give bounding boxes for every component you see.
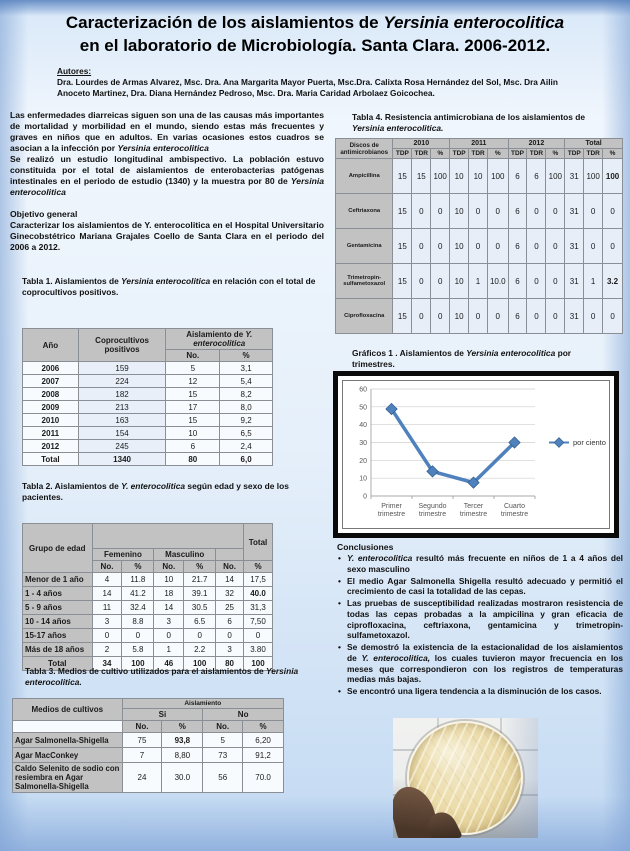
trimester-line-chart — [343, 381, 607, 526]
table-cell: 15 — [393, 159, 412, 194]
table-header-row — [336, 139, 623, 149]
table-row — [23, 362, 273, 375]
table-cell: 2,4 — [220, 440, 273, 453]
table-cell: 0 — [487, 229, 508, 264]
table-cell: 31,3 — [244, 601, 273, 615]
table-cell: 100 — [603, 159, 623, 194]
table-cell: 6.5 — [184, 615, 216, 629]
table-cell: 0 — [527, 299, 546, 334]
table-cell: 224 — [78, 375, 166, 388]
table-cell: 5 — [166, 362, 220, 375]
conclusion-item: • Se encontró una ligera tendencia a la disminución de los casos. — [337, 686, 623, 697]
chart-frame-mat — [338, 376, 614, 533]
table-cell: 154 — [78, 427, 166, 440]
table-row — [23, 401, 273, 414]
authors-block — [57, 66, 577, 98]
table-cell: 15 — [412, 159, 431, 194]
svg-text:Cuarto: Cuarto — [503, 503, 526, 510]
table-cell: 10 — [450, 194, 469, 229]
col-pct: % — [244, 561, 273, 573]
table-cell: 100 — [584, 159, 603, 194]
table-row — [23, 629, 273, 643]
table-cell: 1 — [154, 643, 184, 657]
table-cell: 25 — [216, 601, 244, 615]
table-cell: 1 - 4 años — [23, 587, 93, 601]
col-tdp: TDP — [393, 149, 412, 159]
col-no: No. — [166, 350, 220, 362]
petri-dish-photo — [393, 718, 538, 838]
table-cell: 0 — [584, 194, 603, 229]
svg-text:trimestre: trimestre — [418, 511, 447, 518]
table-cell: 6 — [508, 299, 527, 334]
table-row — [23, 414, 273, 427]
table-cell: 6 — [216, 615, 244, 629]
col-pct: % — [162, 721, 203, 733]
table-cell: 0 — [122, 629, 154, 643]
table-cell: 100 — [431, 159, 450, 194]
table-cell: 10 — [450, 159, 469, 194]
col-pct: % — [487, 149, 508, 159]
col-year-2011: 2011 — [450, 139, 508, 149]
table-subheader-row — [13, 721, 284, 733]
table-cell: 30.0 — [162, 763, 203, 793]
col-no: No. — [216, 561, 244, 573]
table4-antimicrobial-resistance — [335, 138, 623, 334]
table-cell: 6 — [508, 159, 527, 194]
table-cell: 0 — [412, 229, 431, 264]
table-row — [336, 159, 623, 194]
table-cell: 15-17 años — [23, 629, 93, 643]
table-cell: 100 — [122, 657, 154, 671]
table-cell: 30.5 — [184, 601, 216, 615]
svg-text:30: 30 — [359, 440, 367, 447]
table-cell: Total — [23, 657, 93, 671]
chart-caption: Gráficos 1 . Aislamientos de Yersinia enterocolitica por trimestres. — [352, 348, 572, 369]
title-line1: Caracterización de los aislamientos de Yersinia enterocolitica — [65, 13, 565, 32]
table-cell: 8.8 — [122, 615, 154, 629]
table-cell: 0 — [431, 194, 450, 229]
table-cell: 159 — [78, 362, 166, 375]
table-cell: 17 — [166, 401, 220, 414]
svg-text:trimestre: trimestre — [500, 511, 529, 518]
table-cell: 14 — [154, 601, 184, 615]
table-cell: 34 — [92, 657, 122, 671]
table-cell: Ceftriaxona — [336, 194, 393, 229]
table4-caption: Tabla 4. Resistencia antimicrobiana de los aislamientos de Yersinia enterocolitica. — [352, 112, 586, 133]
table-cell: 2011 — [23, 427, 79, 440]
table-cell: 3 — [92, 615, 122, 629]
table-cell: 0 — [487, 299, 508, 334]
col-no: No. — [92, 561, 122, 573]
table-header-row — [23, 329, 273, 350]
table-cell: 2.2 — [184, 643, 216, 657]
table-cell: 24 — [122, 763, 162, 793]
table-cell: 2006 — [23, 362, 79, 375]
table-cell: Gentamicina — [336, 229, 393, 264]
table-cell: Ciprofloxacina — [336, 299, 393, 334]
table-cell: 0 — [431, 264, 450, 299]
table-cell: 163 — [78, 414, 166, 427]
table-row — [23, 375, 273, 388]
svg-text:40: 40 — [359, 422, 367, 430]
table-cell: 213 — [78, 401, 166, 414]
table-cell: 10.0 — [487, 264, 508, 299]
table-cell: 15 — [393, 229, 412, 264]
table-cell: 0 — [584, 229, 603, 264]
table-cell: 9,2 — [220, 414, 273, 427]
col-total: Total — [565, 139, 623, 149]
table-cell: 10 - 14 años — [23, 615, 93, 629]
table-cell: 73 — [203, 748, 243, 763]
table-cell: 21.7 — [184, 573, 216, 587]
conclusion-item: • Se demostró la existencia de la estacionalidad de los aislamientos de Y. enterocolitica, los cuales tuvieron mayor frecuencia en los meses que correspondieron con los registros de temperaturas medias más bajas. — [337, 642, 623, 685]
conclusions-block — [337, 542, 623, 698]
authors-text: Dra. Lourdes de Armas Alvarez, Msc. Dra. Ana Margarita Mayor Puerta, Msc.Dra. Calixta Rosa Hernández del Sol, Msc. Dra Ailin Anoceto Martinez, Dra. Diana Hernández Pedroso, Msc. Dra. Maria Caridad Arbolaez Goicochea. — [57, 76, 558, 98]
intro-block — [10, 110, 324, 253]
table-cell: Ampicillina — [336, 159, 393, 194]
table-cell: 0 — [154, 629, 184, 643]
table-cell: 6 — [508, 194, 527, 229]
col-pct: % — [603, 149, 623, 159]
col-media: Medios de cultivos — [13, 699, 123, 721]
table-cell: 100 — [244, 657, 273, 671]
table-row — [23, 587, 273, 601]
col-year-2012: 2012 — [508, 139, 565, 149]
table-row — [23, 440, 273, 453]
table-cell: Menor de 1 año — [23, 573, 93, 587]
table-cell: 75 — [122, 733, 162, 748]
intro-paragraph-2: Se realizó un estudio longitudinal ambispectivo. La población estuvo constituida por el total de aislamientos de enterobacterias patógenas intestinales en el periodo de estudio (1340) y la muestra por 80 de Yersinia enterocolitica — [10, 154, 324, 197]
table-cell: 0 — [546, 264, 565, 299]
table-cell: 15 — [166, 388, 220, 401]
table-cell: 18 — [154, 587, 184, 601]
table-cell: 6 — [166, 440, 220, 453]
intro-paragraph-1: Las enfermedades diarreicas siguen son una de las causas más importantes de mortalidad y morbilidad en el mundo, siendo estas más frecuentes y graves en niños que en adultos. En varias ocasiones estos cuadros se asocian a la infección por Yersinia enterocolitica — [10, 110, 324, 153]
table-row — [23, 601, 273, 615]
title-line2: en el laboratorio de Microbiología. Santa Clara. 2006-2012. — [79, 35, 551, 55]
table-cell: 3.2 — [603, 264, 623, 299]
chart-plot-container — [342, 380, 610, 529]
conclusion-item: • El medio Agar Salmonella Shigella resultó adecuado y permitió el crecimiento de casi la totalidad de las cepas. — [337, 576, 623, 598]
svg-text:60: 60 — [359, 386, 367, 394]
table-cell: 0 — [603, 299, 623, 334]
table-cell: 14 — [92, 587, 122, 601]
objective-text: Caracterizar los aislamientos de Y. enterocolitica en el Hospital Universitario Ginecobstétrico Mariana Grajales Coello de Santa Clara en el periodo del 2006 a 2012. — [10, 220, 324, 252]
objective-heading: Objetivo general — [10, 209, 78, 219]
table-cell: 1 — [584, 264, 603, 299]
table-row — [23, 427, 273, 440]
col-discos: Discos de antimicrobianos — [336, 139, 393, 159]
svg-text:por ciento: por ciento — [573, 438, 606, 447]
table-cell: 7,50 — [244, 615, 273, 629]
table-cell: 2008 — [23, 388, 79, 401]
header-spacer — [13, 721, 123, 733]
table-cell: 8,0 — [220, 401, 273, 414]
table-cell: 10 — [154, 573, 184, 587]
table-cell: 11.8 — [122, 573, 154, 587]
table-row — [23, 388, 273, 401]
header-spacer — [92, 524, 243, 549]
table-cell: 0 — [603, 229, 623, 264]
table-cell: 8,80 — [162, 748, 203, 763]
table-cell: 46 — [154, 657, 184, 671]
table-cell: 3,1 — [220, 362, 273, 375]
table-row — [336, 264, 623, 299]
table-cell: 31 — [565, 159, 584, 194]
table-cell: 14 — [216, 573, 244, 587]
col-pct: % — [122, 561, 154, 573]
table-cell: 5 - 9 años — [23, 601, 93, 615]
col-si: Si — [122, 709, 203, 721]
svg-text:trimestre: trimestre — [459, 511, 488, 518]
table-cell: 32 — [216, 587, 244, 601]
table-cell: 31 — [565, 229, 584, 264]
col-pct: % — [184, 561, 216, 573]
table-cell: 31 — [565, 299, 584, 334]
table-row — [13, 733, 284, 748]
table-cell: 0 — [469, 194, 488, 229]
table-cell: 91,2 — [243, 748, 284, 763]
table-cell: 0 — [216, 629, 244, 643]
svg-text:50: 50 — [359, 404, 367, 412]
conclusions-list — [337, 553, 623, 697]
table-cell: 31 — [565, 194, 584, 229]
table-cell: 2 — [92, 643, 122, 657]
table-cell: 10 — [450, 229, 469, 264]
table-cell: 0 — [546, 194, 565, 229]
col-year-2010: 2010 — [393, 139, 450, 149]
table-cell: 0 — [603, 194, 623, 229]
table-cell: 1 — [469, 264, 488, 299]
col-femenino: Femenino — [92, 549, 154, 561]
table-cell: 10 — [450, 299, 469, 334]
table-cell: 10 — [469, 159, 488, 194]
col-no: No. — [122, 721, 162, 733]
table-cell: 80 — [166, 453, 220, 466]
table-cell: 15 — [393, 299, 412, 334]
table-row — [336, 229, 623, 264]
svg-text:10: 10 — [359, 475, 367, 483]
table-cell: Total — [23, 453, 79, 466]
table-cell: 0 — [412, 264, 431, 299]
table3-caption: Tabla 3. Medios de cultivo utilizados para el aislamientos de Yersinia enterocolitica. — [25, 666, 299, 687]
table-cell: 41.2 — [122, 587, 154, 601]
col-tdp: TDP — [508, 149, 527, 159]
table1-caption: Tabla 1. Aislamientos de Yersinia enterocolitica en relación con el total de coprocultivos positivos. — [22, 276, 316, 297]
table-cell: Trimetropin-sulfametoxazol — [336, 264, 393, 299]
col-aislamiento-group: Aislamiento — [122, 699, 283, 709]
table-cell: 2012 — [23, 440, 79, 453]
table-cell: 2010 — [23, 414, 79, 427]
dish-highlight — [418, 730, 480, 774]
poster-title — [20, 12, 610, 58]
table3-culture-media — [12, 698, 284, 793]
table-header-row — [13, 699, 284, 709]
table-cell: 0 — [412, 299, 431, 334]
table-cell: 39.1 — [184, 587, 216, 601]
table-cell: 5.8 — [122, 643, 154, 657]
table-cell: 0 — [546, 229, 565, 264]
table-cell: 3 — [216, 643, 244, 657]
table1-isolates-by-year — [22, 328, 273, 466]
table-cell: 0 — [431, 299, 450, 334]
table-cell: 70.0 — [243, 763, 284, 793]
table-cell: 245 — [78, 440, 166, 453]
header-spacer — [216, 549, 244, 561]
col-tdr: TDR — [527, 149, 546, 159]
table-cell: 182 — [78, 388, 166, 401]
col-masculino: Masculino — [154, 549, 216, 561]
table-cell: 100 — [184, 657, 216, 671]
table-cell: 100 — [546, 159, 565, 194]
col-coprocultivos: Coprocultivos positivos — [78, 329, 166, 362]
table-row — [23, 643, 273, 657]
table-cell: 0 — [584, 299, 603, 334]
table-cell: 0 — [527, 194, 546, 229]
table-cell: 12 — [166, 375, 220, 388]
table-cell: 3.80 — [244, 643, 273, 657]
table-cell: 5 — [203, 733, 243, 748]
table-cell: 6 — [527, 159, 546, 194]
table-cell: 17,5 — [244, 573, 273, 587]
table-cell: 11 — [92, 601, 122, 615]
table-cell: 8,2 — [220, 388, 273, 401]
col-pct: % — [220, 350, 273, 362]
table-cell: Más de 18 años — [23, 643, 93, 657]
table-cell: 7 — [122, 748, 162, 763]
table-cell: 5,4 — [220, 375, 273, 388]
table-cell: 32.4 — [122, 601, 154, 615]
table-cell: 2007 — [23, 375, 79, 388]
svg-text:Tercer: Tercer — [463, 503, 484, 510]
svg-text:20: 20 — [359, 457, 367, 465]
table-cell: 0 — [469, 229, 488, 264]
table-cell: 6,20 — [243, 733, 284, 748]
authors-label: Autores: — [57, 66, 92, 76]
col-pct: % — [431, 149, 450, 159]
table-cell: 15 — [166, 414, 220, 427]
col-age-group: Grupo de edad — [23, 524, 93, 573]
table-cell: Agar MacConkey — [13, 748, 123, 763]
svg-text:0: 0 — [363, 493, 367, 501]
table-cell: Agar Salmonella-Shigella — [13, 733, 123, 748]
table-cell: 0 — [527, 229, 546, 264]
table-cell: 0 — [92, 629, 122, 643]
svg-text:Segundo: Segundo — [418, 503, 447, 510]
table-cell: 80 — [216, 657, 244, 671]
conclusion-item: • Y. enterocolitica resultó más frecuente en niños de 1 a 4 años del sexo masculino — [337, 553, 623, 575]
col-tdr: TDR — [469, 149, 488, 159]
col-no: No — [203, 709, 284, 721]
col-tdp: TDP — [450, 149, 469, 159]
table-cell: 6,0 — [220, 453, 273, 466]
table-cell: 0 — [412, 194, 431, 229]
table-cell: 0 — [487, 194, 508, 229]
table-row — [23, 573, 273, 587]
svg-text:Primer: Primer — [381, 503, 402, 510]
table-cell: 93,8 — [162, 733, 203, 748]
col-no: No. — [154, 561, 184, 573]
table-cell: 0 — [469, 299, 488, 334]
col-tdp: TDP — [565, 149, 584, 159]
table-cell: 100 — [487, 159, 508, 194]
table-cell: 15 — [393, 264, 412, 299]
col-tdr: TDR — [584, 149, 603, 159]
table-cell: 0 — [244, 629, 273, 643]
table-cell: 0 — [184, 629, 216, 643]
table-cell: 6 — [508, 229, 527, 264]
table-cell: 6 — [508, 264, 527, 299]
table-row — [13, 748, 284, 763]
table-cell: 15 — [393, 194, 412, 229]
table-cell: 3 — [154, 615, 184, 629]
table-header-row — [23, 524, 273, 549]
table-cell: 31 — [565, 264, 584, 299]
table-cell: 10 — [450, 264, 469, 299]
table-cell: 1340 — [78, 453, 166, 466]
table-cell: 0 — [431, 229, 450, 264]
table-row — [23, 615, 273, 629]
table-row — [13, 763, 284, 793]
conclusion-item: • Las pruebas de susceptibilidad realizadas mostraron resistencia de todas las cepas probadas a la ampicilina y gran eficacia de ciprofloxacina, ceftriaxona, gentamicina y trimetropin-sulfametoxazol. — [337, 598, 623, 641]
col-tdr: TDR — [412, 149, 431, 159]
svg-text:trimestre: trimestre — [377, 511, 406, 518]
table-cell: 0 — [527, 264, 546, 299]
table-cell: 4 — [92, 573, 122, 587]
table2-caption: Tabla 2. Aislamientos de Y. enterocolitica según edad y sexo de los pacientes. — [22, 481, 289, 502]
table-cell: 10 — [166, 427, 220, 440]
table-cell: 56 — [203, 763, 243, 793]
table-row — [336, 194, 623, 229]
col-no: No. — [203, 721, 243, 733]
chart-frame — [333, 371, 619, 538]
col-aislamiento-group: Aislamiento de Y. enterocolitica — [166, 329, 273, 350]
conclusions-heading: Conclusiones — [337, 542, 394, 552]
table-cell: 2009 — [23, 401, 79, 414]
table-row — [336, 299, 623, 334]
table-row — [23, 453, 273, 466]
table-cell: 40.0 — [244, 587, 273, 601]
col-total: Total — [244, 524, 273, 561]
table-cell: Caldo Selenito de sodio con resiembra en Agar Salmonella-Shigella — [13, 763, 123, 793]
col-pct: % — [546, 149, 565, 159]
col-year: Año — [23, 329, 79, 362]
table-cell: 0 — [546, 299, 565, 334]
table2-age-sex — [22, 523, 273, 671]
col-pct: % — [243, 721, 284, 733]
table-cell: 6,5 — [220, 427, 273, 440]
